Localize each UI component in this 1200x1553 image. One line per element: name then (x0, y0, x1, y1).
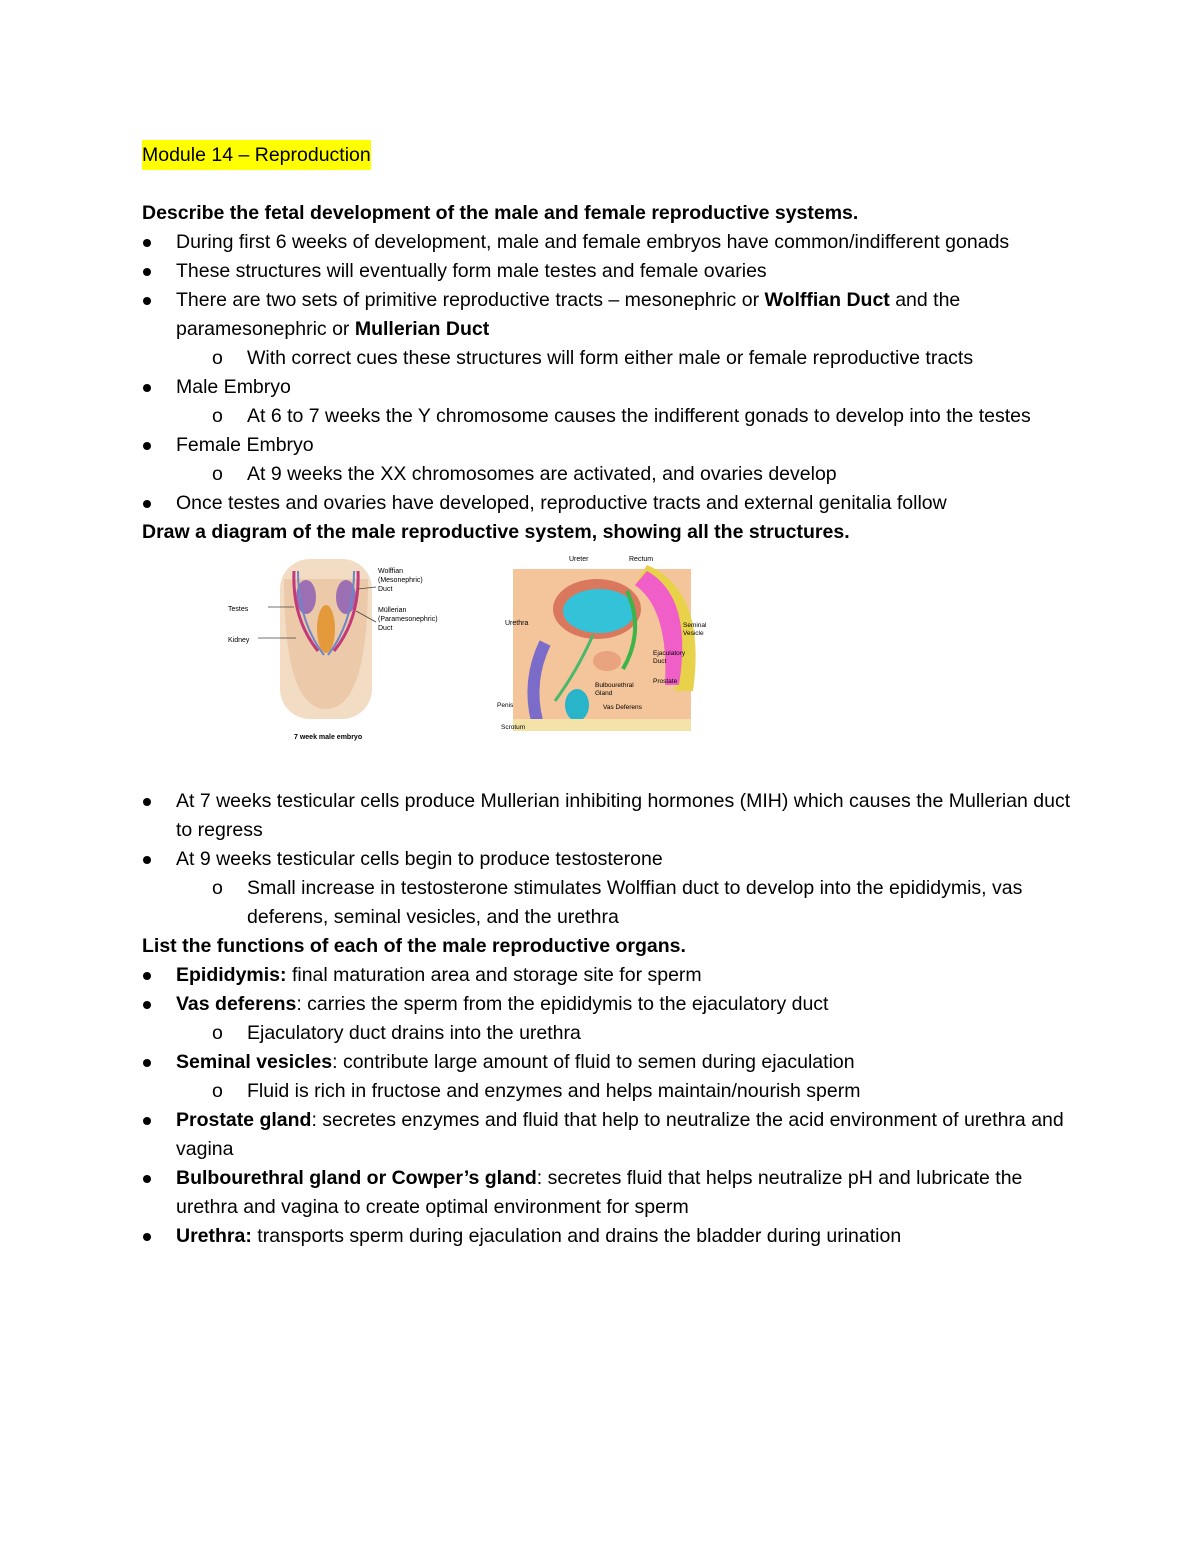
section-heading-functions: List the functions of each of the male reproductive organs. (142, 935, 686, 957)
list-item (142, 228, 1072, 257)
label-seminal-1: Seminal (683, 622, 707, 629)
label-seminal-2: Vesicle (683, 630, 704, 637)
sub-list-item (142, 1077, 1072, 1106)
label-urethra: Urethra (505, 620, 529, 627)
list-item (142, 787, 1072, 845)
sub-bullet-marker: o (212, 1022, 223, 1044)
label-bulbourethral-2: Gland (595, 690, 613, 697)
section-heading-fetal-development: Describe the fetal development of the male and female reproductive systems. (142, 202, 859, 224)
term-prostate-gland: Prostate gland (176, 1109, 312, 1131)
term-bulbourethral-gland: Bulbourethral gland or Cowper’s gland (176, 1167, 537, 1189)
embryo-diagram (228, 559, 468, 754)
label-scrotum: Scrotum (501, 724, 526, 731)
list-item (142, 257, 1072, 286)
label-penis: Penis (497, 702, 514, 709)
list-item-text: Once testes and ovaries have developed, reproductive tracts and external genitalia follow (176, 492, 947, 514)
list-item (142, 1106, 1072, 1164)
term-seminal-vesicles: Seminal vesicles (176, 1051, 333, 1073)
sub-bullet-marker: o (212, 1080, 223, 1102)
label-wolffian-1: Wolffian (378, 568, 404, 575)
list-item (142, 373, 1072, 402)
sub-list-item-text: Small increase in testosterone stimulates Wolffian duct to develop into the epididymis, vas deferens, seminal vesicles, and the urethra (247, 877, 1023, 928)
list-item-text: Male Embryo (176, 376, 291, 398)
sub-list-item-text: At 6 to 7 weeks the Y chromosome causes the indifferent gonads to develop into the testes (247, 405, 1031, 427)
list-item-text: : carries the sperm from the epididymis to the ejaculatory duct (296, 993, 829, 1015)
label-ejaculatory-1: Ejaculatory (653, 650, 686, 657)
label-bulbourethral-1: Bulbourethral (595, 682, 634, 689)
list-item-text: Female Embryo (176, 434, 314, 456)
list-item (142, 1164, 1072, 1222)
list-item-text: final maturation area and storage site for sperm (286, 964, 702, 986)
list-item (142, 961, 1072, 990)
sub-bullet-marker: o (212, 877, 223, 899)
list-item-text: These structures will eventually form male testes and female ovaries (176, 260, 767, 282)
label-rectum: Rectum (629, 556, 654, 563)
list-item-text: : secretes enzymes and fluid that help to neutralize the acid environment of urethra and vagina (176, 1109, 1064, 1160)
term-wolffian-duct: Wolffian Duct (764, 289, 890, 311)
list-item-text: There are two sets of primitive reproductive tracts – mesonephric or (176, 289, 765, 311)
sub-bullet-marker: o (212, 347, 223, 369)
document-body (142, 140, 1072, 1251)
label-ureter: Ureter (569, 556, 589, 563)
list-item (142, 431, 1072, 460)
list-item (142, 489, 1072, 518)
sub-list-item-text: Ejaculatory duct drains into the urethra (247, 1022, 581, 1044)
list-item-text: : secretes fluid that helps neutralize pH and lubricate the urethra and vagina to create optimal environment for sperm (176, 1167, 1023, 1218)
figure-caption: 7 week male embryo (294, 734, 363, 741)
list-item-text: At 9 weeks testicular cells begin to produce testosterone (176, 848, 663, 870)
label-mullerian-2: (Paramesonephric) (378, 616, 438, 623)
label-kidney: Kidney (228, 637, 250, 644)
list-item-text: At 7 weeks testicular cells produce Mullerian inhibiting hormones (MIH) which causes the Mullerian duct to regress (176, 790, 1071, 841)
sub-bullet-marker: o (212, 463, 223, 485)
sub-list-item (142, 874, 1072, 932)
list-item (142, 1222, 1072, 1251)
bladder (563, 589, 635, 633)
label-wolffian-3: Duct (378, 586, 393, 593)
list-item (142, 286, 1072, 344)
label-ejaculatory-2: Duct (653, 658, 667, 665)
term-mullerian-duct: Mullerian Duct (354, 318, 490, 340)
label-wolffian-2: (Mesonephric) (378, 577, 423, 584)
label-vas-deferens: Vas Deferens (603, 704, 642, 711)
embryo-center-structure (317, 605, 335, 653)
prostate-gland (593, 651, 621, 671)
label-prostate: Prostate (653, 678, 678, 685)
label-testes: Testes (228, 606, 249, 613)
page-title: Module 14 – Reproduction (142, 140, 371, 170)
base-tissue (513, 719, 691, 731)
list-item (142, 845, 1072, 874)
sub-list-item (142, 344, 1072, 373)
term-vas-deferens: Vas deferens (176, 993, 297, 1015)
testis (565, 689, 589, 721)
sub-list-item (142, 402, 1072, 431)
sub-list-item (142, 1019, 1072, 1048)
list-item-text: : contribute large amount of fluid to semen during ejaculation (332, 1051, 855, 1073)
sub-list-item-text: With correct cues these structures will form either male or female reproductive tracts (247, 347, 974, 369)
term-urethra: Urethra: (176, 1225, 252, 1247)
label-mullerian-3: Duct (378, 625, 393, 632)
list-item (142, 1048, 1072, 1077)
sub-list-item-text: At 9 weeks the XX chromosomes are activated, and ovaries develop (247, 463, 837, 485)
label-mullerian-1: Müllerian (378, 607, 407, 614)
list-item-text: During first 6 weeks of development, male and female embryos have common/indifferent gonads (176, 231, 1010, 253)
sub-bullet-marker: o (212, 405, 223, 427)
section-heading-diagram: Draw a diagram of the male reproductive system, showing all the structures. (142, 521, 850, 543)
diagram-figures (142, 551, 1072, 787)
sub-list-item-text: Fluid is rich in fructose and enzymes and helps maintain/nourish sperm (247, 1080, 861, 1102)
male-reproductive-diagram (497, 551, 723, 753)
list-item-text: and the paramesonephric or (176, 289, 961, 340)
sub-list-item (142, 460, 1072, 489)
list-item-text: transports sperm during ejaculation and drains the bladder during urination (251, 1225, 902, 1247)
list-item (142, 990, 1072, 1019)
term-epididymis: Epididymis: (176, 964, 287, 986)
